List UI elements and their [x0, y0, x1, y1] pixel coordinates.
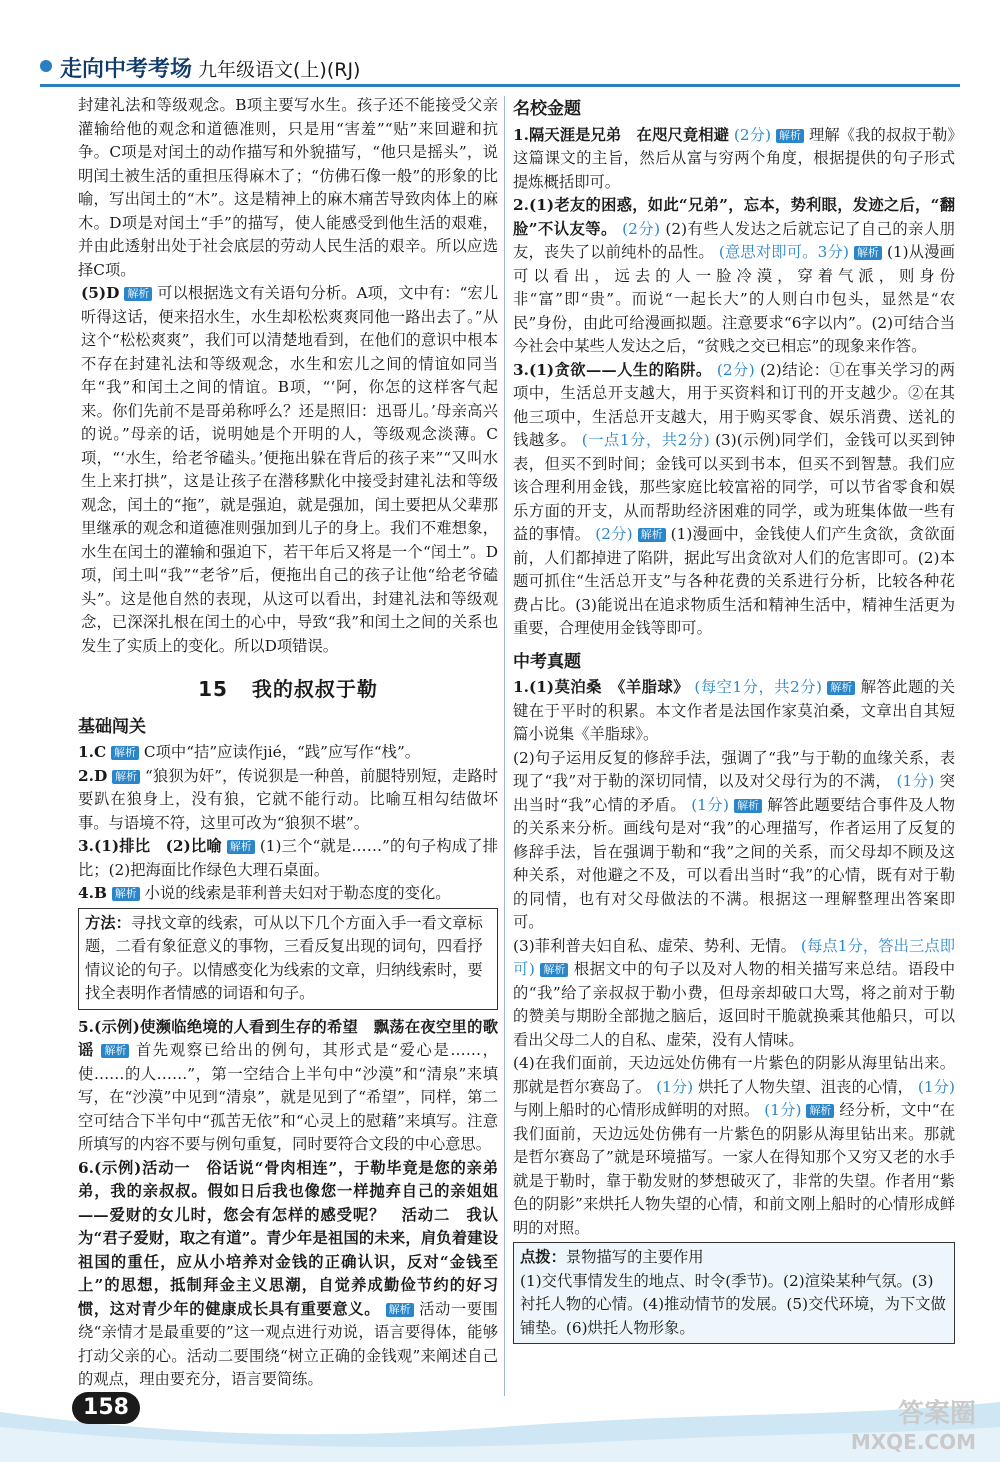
analysis-text: (1)从漫画可以看出，远去的人一脸冷漠，穿着气派，则身份非“富”即“贵”。而说“一起长大”的人则白巾包头，显然是“农民”身份，由此可给漫画拟题。注意要求“6字以内”。(2)可结合当今社会中某些人发达之后，“贫贱之交已相忘”的现象来作答。 — [513, 243, 955, 355]
tip-box — [513, 1242, 955, 1344]
answer-text: (3)(示例)同学们，金钱可以买到钟表，但买不到时间；金钱可以买到书本，但买不到智慧。我们应该合理利用金钱，那些家庭比较富裕的同学，可以节省零食和娱乐方面的开支，从而帮助经济困难的同学，或为班集体做一些有益的事情。 — [513, 431, 955, 543]
answer-item — [78, 1016, 498, 1157]
score-note: (1分) — [764, 1101, 802, 1119]
score-note: (2分) — [622, 219, 661, 238]
tip-box-heading: 点拨： — [520, 1248, 566, 1266]
page-number: 158 — [72, 1392, 140, 1424]
analysis-tag: 解析 — [734, 799, 762, 813]
method-box-text: 寻找文章的线索，可从以下几个方面入手一看文章标题，二看有象征意义的事物，三看反复出现的词句，四看抒情议论的句子。以情感变化为线索的文章，归纳线索时，要找全表明作者情感的词语和句子。 — [85, 913, 483, 1002]
score-note: (2分) — [595, 525, 633, 543]
analysis-tag: 解析 — [227, 840, 255, 854]
analysis-tag: 解析 — [112, 770, 140, 784]
score-note: (每点1分，答出三点即可) — [513, 936, 955, 978]
left-column — [78, 94, 498, 1392]
lesson-number: 15 — [198, 677, 228, 701]
analysis-text: 解答此题要结合事件及人物的关系来分析。画线句是对“我”的心理描写，作者运用了反复的修辞手法，旨在强调于勒和“我”之间的关系，而父母却不顾及这种关系，对他避之不及，可以看出当时“我”的心情，既有对于勒的同情，也有对父母做法的不满。根据这一理解整理出答案即可。 — [513, 795, 955, 931]
score-note: (每空1分，共2分) — [694, 678, 822, 696]
analysis-tag: 解析 — [854, 246, 882, 260]
answer-item — [78, 835, 498, 882]
score-note: (1分) — [656, 1077, 694, 1096]
question-lead: 1.隔天涯是兄弟 在咫尺竟相避 — [513, 125, 729, 144]
answer-item — [78, 1157, 498, 1392]
analysis-text: 活动一要围绕“亲情才是最重要的”这一观点进行劝说，语言要得体，能够打动父亲的心。活动二要围绕“树立正确的金钱观”来阐述自己的观点，理由要充分，语言要简练。 — [78, 1299, 498, 1388]
analysis-tag: 解析 — [806, 1104, 834, 1118]
analysis-text: 首先观察已给出的例句，其形式是“爱心是……，使……的人……”，第一空结合上半句中“沙漠”和“清泉”来填写，在“沙漠”中见到“清泉”，就是见到了“希望”，同样，第二空可结合下半句中“孤苦无依”和“心灵上的慰藉”来填写。注意所填写的内容不要与例句重复，同时要符合文段的中心意思。 — [78, 1041, 498, 1153]
answer-paragraph — [78, 282, 498, 658]
analysis-tag: 解析 — [776, 129, 804, 143]
method-box-heading: 方法： — [85, 913, 131, 932]
answer-text: 与刚上船时的心情形成鲜明的对照。 — [513, 1101, 760, 1119]
question-lead: 4.B — [78, 884, 107, 902]
question-lead: 3.(1)排比 (2)比喻 — [78, 837, 222, 855]
analysis-text: (1)漫画中，金钱使人们产生贪欲，贪欲面前，人们都掉进了陷阱，据此写出贪欲对人们的危害即可。(2)本题可抓住“生活总开支”与各种花费的关系进行分析，比较各种花费占比。(3)能说出在追求物质生活和精神生活中，精神生活更为重要，合理使用金钱等即可。 — [513, 525, 955, 637]
answer-text: (4)在我们面前，天边远处仿佛有一片紫色的阴影从海里钻出来。那就是哲尔赛岛了。 — [513, 1054, 955, 1096]
lesson-name: 我的叔叔于勒 — [251, 677, 378, 701]
answer-item — [513, 359, 955, 641]
section-heading: 基础闯关 — [78, 716, 146, 737]
analysis-tag: 解析 — [101, 1044, 129, 1058]
answer-text: 烘托了人物失望、沮丧的心情， — [698, 1077, 913, 1096]
section-heading: 名校金题 — [513, 99, 581, 119]
score-note: (意思对即可。3分) — [718, 243, 849, 261]
answer-item — [78, 882, 498, 906]
answer-item — [513, 747, 955, 935]
analysis-tag: 解析 — [827, 681, 855, 695]
question-lead: 2.D — [78, 766, 108, 785]
score-note: (一点1分，共2分) — [581, 431, 710, 449]
page-header — [0, 0, 1000, 88]
watermark-url: MXQE.COM — [850, 1430, 976, 1454]
tip-box-text: (1)交代事情发生的地点、时令(季节)。(2)渲染某种气氛。(3)衬托人物的心情。(4)推动情节的发展。(5)交代环境，为下文做铺垫。(6)烘托人物形象。 — [520, 1271, 946, 1337]
watermark-text: 答案圈 — [897, 1399, 976, 1429]
watermark-logo — [851, 1400, 976, 1456]
column-divider — [504, 96, 505, 1396]
question-lead: 2.(1)老友的困惑，如此“兄弟”，忘本，势利眼，发迹之后，“翻脸”不认友等。 — [513, 196, 955, 238]
analysis-tag: 解析 — [112, 887, 140, 901]
analysis-tag: 解析 — [386, 1303, 414, 1317]
header-rule — [40, 84, 960, 87]
analysis-text: 根据文中的句子以及对人物的相关描写来总结。语段中的“我”给了亲叔叔于勒小费，但母亲却破口大骂，将之前对于勒的赞美与期盼全部抛之脑后，返回时干脆就换乘其他船只，可以看出父母二人的自私、虚荣，没有人情味。 — [513, 960, 955, 1049]
answer-text: (2)有些人发达之后就忘记了自己的亲人朋友，丧失了以前纯朴的品性。 — [513, 219, 955, 261]
book-title — [60, 52, 360, 83]
analysis-text: C项中“拮”应读作jié，“践”应写作“栈”。 — [143, 743, 421, 761]
answer-item — [513, 676, 955, 747]
answer-text: 突出当时“我”心情的矛盾。 — [513, 772, 955, 814]
lesson-title — [78, 678, 498, 702]
answer-item — [513, 194, 955, 359]
answer-text: (2)结论：①在事关学习的两项中，生活总开支越大，用于买资料和订刊的开支越少。②在其他三项中，生活总开支越大，用于购买零食、娱乐消费、送礼的钱越多。 — [513, 360, 956, 449]
right-column — [513, 94, 955, 1350]
bullet-icon — [40, 60, 52, 72]
analysis-tag: 解析 — [111, 746, 139, 760]
analysis-text: 经分析，文中“在我们面前，天边远处仿佛有一片紫色的阴影从海里钻出来。那就是哲尔赛岛了”就是环境描写。一家人在得知那个又穷又老的水手就是于勒时，靠于勒发财的梦想破灭了，非常的失望。作者用“紫色的阴影”来烘托人物失望的心情，和前文刚上船时的心情形成鲜明的对照。 — [513, 1101, 955, 1237]
question-lead: 1.(1)莫泊桑 《羊脂球》 — [513, 678, 690, 696]
answer-paragraph: 封建礼法和等级观念。B项主要写水生。孩子还不能接受父亲灌输给他的观念和道德准则，只是用“害羞”“贴”来回避和抗争。C项是对闰土的动作描写和外貌描写，“他只是摇头”，说明闰土被生活的重担压得麻木了；“仿佛石像一般”的形象的比喻，写出闰土的“木”。这是精神上的麻木痛苦导致肉体上的麻木。D项是对闰土“手”的描写，使人能感受到他生活的艰难，并由此透射出处于社会底层的劳动人民生活的艰辛。所以应选择C项。 — [78, 96, 498, 279]
analysis-tag: 解析 — [638, 528, 666, 542]
analysis-text: (1)三个“就是……”的句子构成了排比；(2)把海面比作绿色大理石桌面。 — [78, 837, 498, 879]
analysis-text: 解答此题的关键在于平时的积累。本文作者是法国作家莫泊桑，文章出自其短篇小说集《羊脂球》。 — [513, 678, 955, 743]
analysis-text: 小说的线索是菲利普夫妇对于勒态度的变化。 — [144, 884, 451, 902]
answer-item — [513, 1052, 955, 1240]
analysis-tag: 解析 — [124, 287, 152, 301]
answer-text: (3)菲利普夫妇自私、虚荣、势利、无情。 — [513, 936, 796, 955]
analysis-text: 理解《我的叔叔于勒》这篇课文的主旨，然后从富与穷两个角度，根据提供的句子形式提炼概括即可。 — [513, 125, 955, 191]
question-lead: (5)D — [81, 284, 120, 302]
section-heading: 中考真题 — [513, 651, 581, 672]
book-subtitle: 九年级语文(上)(RJ) — [198, 59, 361, 81]
score-note: (1分) — [691, 795, 729, 814]
score-note: (2分) — [733, 125, 772, 144]
score-note: (1分) — [917, 1077, 955, 1096]
tip-box-title: 景物描写的主要作用 — [565, 1248, 704, 1266]
answer-text: (2)句子运用反复的修辞手法，强调了“我”与于勒的血缘关系，表现了“我”对于勒的深切同情，以及对父母行为的不满， — [513, 748, 955, 790]
question-lead: 6.(示例)活动一 俗话说“骨肉相连”，于勒毕竟是您的亲弟弟，我的亲叔叔。假如日后我也像您一样抛弃自己的亲姐姐——爱财的女儿时，您会有怎样的感受呢？ 活动二 我认为“君子爱财，取之有道”。青少年是祖国的未来，肩负着建设祖国的重任，应从小培养对金钱的正确认识，反对“金钱至上”的思想，抵制拜金主义思潮，自觉养成勤俭节约的好习惯，这对青少年的健康成长具有重要意义。 — [78, 1158, 498, 1318]
score-note: (2分) — [716, 360, 755, 379]
series-title: 走向中考考场 — [60, 57, 193, 82]
analysis-text: “狼狈为奸”，传说狈是一种兽，前腿特别短，走路时要趴在狼身上，没有狼，它就不能行动。比喻互相勾结做坏事。与语境不符，这里可改为“狼狈不堪”。 — [78, 766, 498, 832]
score-note: (1分) — [896, 772, 935, 790]
question-lead: 5.(示例)使濒临绝境的人看到生存的希望 飘荡在夜空里的歌谣 — [78, 1017, 498, 1059]
answer-item — [78, 765, 498, 836]
method-box — [78, 908, 498, 1010]
answer-item — [513, 124, 955, 195]
question-lead: 3.(1)贪欲——人生的陷阱。 — [513, 360, 712, 379]
answer-item — [513, 935, 955, 1053]
analysis-text: 可以根据选文有关语句分析。A项，文中有：“宏儿听得这话，便来招水生，水生却松松爽爽同他一路出去了。”从这个“松松爽爽”，我们可以清楚地看到，在他们的意识中根本不存在封建礼法和等级观念，水生和宏儿之间的情谊如同当年“我”和闰土之间的情谊。B项，“‘阿，你怎的这样客气起来。你们先前不是哥弟称呼么？还是照旧：迅哥儿。’母亲高兴的说。”母亲的话，说明她是个开明的人，等级观念淡薄。C项，“‘水生，给老爷磕头。’便拖出躲在背后的孩子来”“又叫水生上来打拱”，这是让孩子在潜移默化中接受封建礼法和等级观念，闰土的“拖”，就是强迫，就是强加，闰土要把从父辈那里继承的观念和道德准则强加到儿子的身上。我们不难想象，水生在闰土的灌输和强迫下，若干年后又将是一个“闰土”。D项，闰土叫“我”“老爷”后，便拖出自己的孩子让他“给老爷磕头”。这是他自然的表现，从这可以看出，封建礼法和等级观念，已深深扎根在闰土的心中，导致“我”和闰土之间的关系也发生了实质上的变化。所以D项错误。 — [81, 284, 498, 655]
question-lead: 1.C — [78, 743, 107, 761]
analysis-tag: 解析 — [540, 963, 568, 977]
answer-item — [78, 741, 498, 765]
